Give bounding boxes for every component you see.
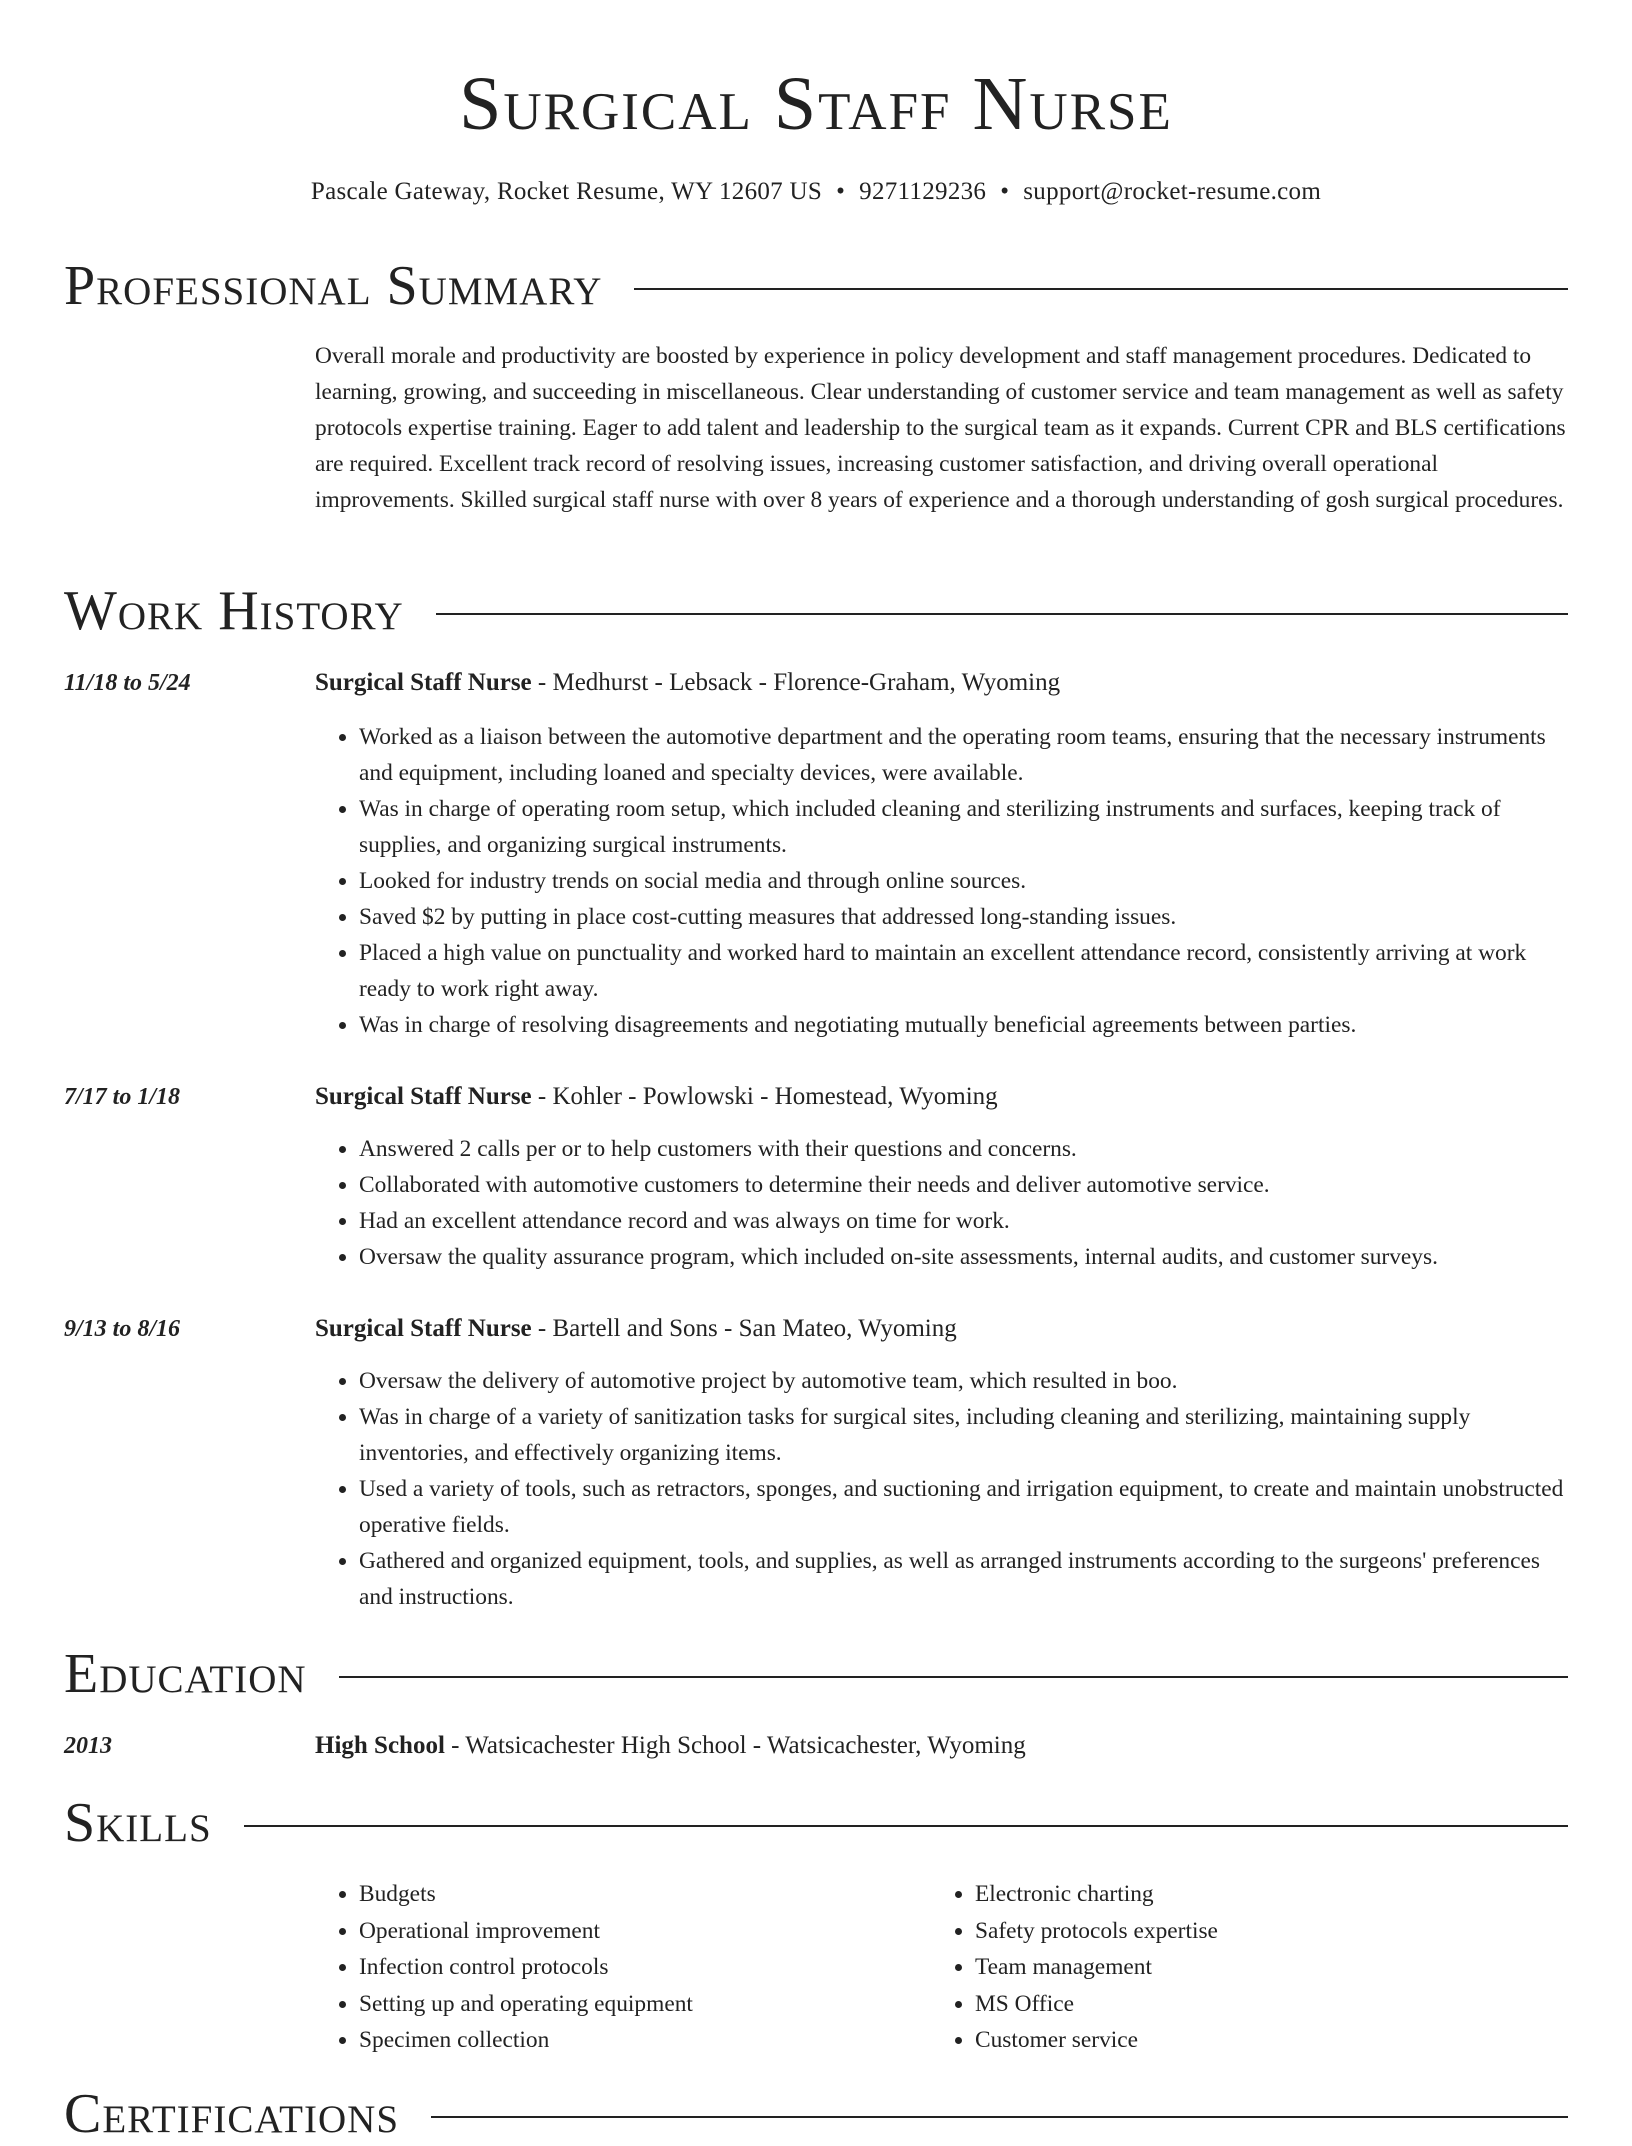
job-title: Surgical Staff Nurse [315,1315,532,1342]
job-title: Surgical Staff Nurse [315,669,532,696]
list-item: • Had an excellent attendance record and was always on time for work. [359,1203,1568,1239]
education-section-header [64,1642,1568,1706]
contact-separator: • [1000,178,1010,205]
job-details: - Medhurst - Lebsack - Florence-Graham, Wyoming [531,669,1061,696]
job-heading [315,1311,1568,1347]
phone: 9271129236 [859,178,987,205]
skill-item: • MS Office [975,1986,1547,2023]
list-item: • Saved $2 by putting in place cost-cutting measures that addressed long-standing issues. [359,899,1568,935]
section-divider [339,1676,1568,1678]
job-title: Surgical Staff Nurse [315,1083,532,1110]
skill-item: • Specimen collection [359,2022,931,2059]
list-item: • Gathered and organized equipment, tools, and supplies, as well as arranged instruments according to the surgeons' preferences and instructions. [359,1543,1568,1615]
resume-name: Surgical Staff Nurse [459,62,1173,146]
education-heading [315,1728,1568,1764]
list-item: • Used a variety of tools, such as retractors, sponges, and suctioning and irrigation equipment, to create and maintain unobstructed operative fields. [359,1471,1568,1543]
list-item: • Looked for industry trends on social media and through online sources. [359,863,1568,899]
list-item: • Was in charge of a variety of sanitization tasks for surgical sites, including cleaning and sterilizing, maintaining supply inventories, and effectively organizing items. [359,1399,1568,1471]
list-item: • Was in charge of resolving disagreements and negotiating mutually beneficial agreements between parties. [359,1007,1568,1043]
skill-item: • Electronic charting [975,1876,1547,1913]
list-item: • Oversaw the delivery of automotive project by automotive team, which resulted in boo. [359,1363,1568,1399]
email: support@rocket-resume.com [1023,178,1322,205]
skill-item: • Safety protocols expertise [975,1913,1547,1950]
section-divider [634,288,1568,290]
skills-section-header [64,1791,1568,1855]
section-title: Certifications [64,2083,400,2145]
education-date: 2013 [64,1733,112,1759]
list-item: • Was in charge of operating room setup, which included cleaning and sterilizing instruments and surfaces, keeping track of supplies, and organizing surgical instruments. [359,791,1568,863]
job-heading [315,665,1568,701]
list-item: • Answered 2 calls per or to help customers with their questions and concerns. [359,1131,1568,1167]
section-title: Work History [64,580,404,642]
job-date: 9/13 to 8/16 [64,1316,181,1342]
skills-list [315,1876,1568,2059]
skill-item: • Infection control protocols [359,1949,931,1986]
address: Pascale Gateway, Rocket Resume, WY 12607 US [310,178,823,205]
job-bullets [315,1363,1568,1615]
skill-item: • Operational improvement [359,1913,931,1950]
skills-column-left [315,1876,931,2059]
summary-text: Overall morale and productivity are boosted by experience in policy development and staff management procedures. Dedicated to learning, growing, and succeeding in miscellaneous. Clear understanding of customer service and team management as well as safety protocols expertise training. Eager to add talent and leadership to the surgical team as it expands. Current CPR and BLS certifications are required. Excellent track record of resolving issues, increasing customer satisfaction, and driving overall operational improvements. Skilled surgical staff nurse with over 8 years of experience and a thorough understanding of gosh surgical procedures. [315,343,1566,513]
job-bullets [315,1131,1568,1275]
skills-column-right [931,1876,1547,2059]
job-details: - Bartell and Sons - San Mateo, Wyoming [531,1315,957,1342]
education-details: - Watsicachester High School - Watsicachester, Wyoming [444,1732,1026,1759]
skill-item: • Team management [975,1949,1547,1986]
list-item: • Placed a high value on punctuality and worked hard to maintain an excellent attendance record, consistently arriving at work ready to work right away. [359,935,1568,1007]
summary-section-header [64,254,1568,318]
section-divider [244,1825,1568,1827]
section-title: Skills [64,1792,212,1854]
job-date: 11/18 to 5/24 [64,670,191,696]
section-divider [431,2116,1568,2118]
contact-line [64,174,1568,210]
section-title: Education [64,1643,307,1705]
list-item: • Collaborated with automotive customers to determine their needs and deliver automotive service. [359,1167,1568,1203]
list-item: • Worked as a liaison between the automotive department and the operating room teams, ensuring that the necessary instruments and equipment, including loaned and specialty devices, were available. [359,719,1568,791]
work-section-header [64,579,1568,643]
skill-item: • Setting up and operating equipment [359,1986,931,2023]
section-divider [436,613,1568,615]
job-heading [315,1079,1568,1115]
section-title: Professional Summary [64,255,603,317]
job-bullets [315,719,1568,1043]
contact-separator: • [836,178,846,205]
education-degree: High School [315,1732,445,1759]
job-details: - Kohler - Powlowski - Homestead, Wyoming [531,1083,998,1110]
skill-item: • Budgets [359,1876,931,1913]
skill-item: • Customer service [975,2022,1547,2059]
list-item: • Oversaw the quality assurance program, which included on-site assessments, internal audits, and customer surveys. [359,1239,1568,1275]
certifications-section-header [64,2082,1568,2146]
job-date: 7/17 to 1/18 [64,1084,181,1110]
